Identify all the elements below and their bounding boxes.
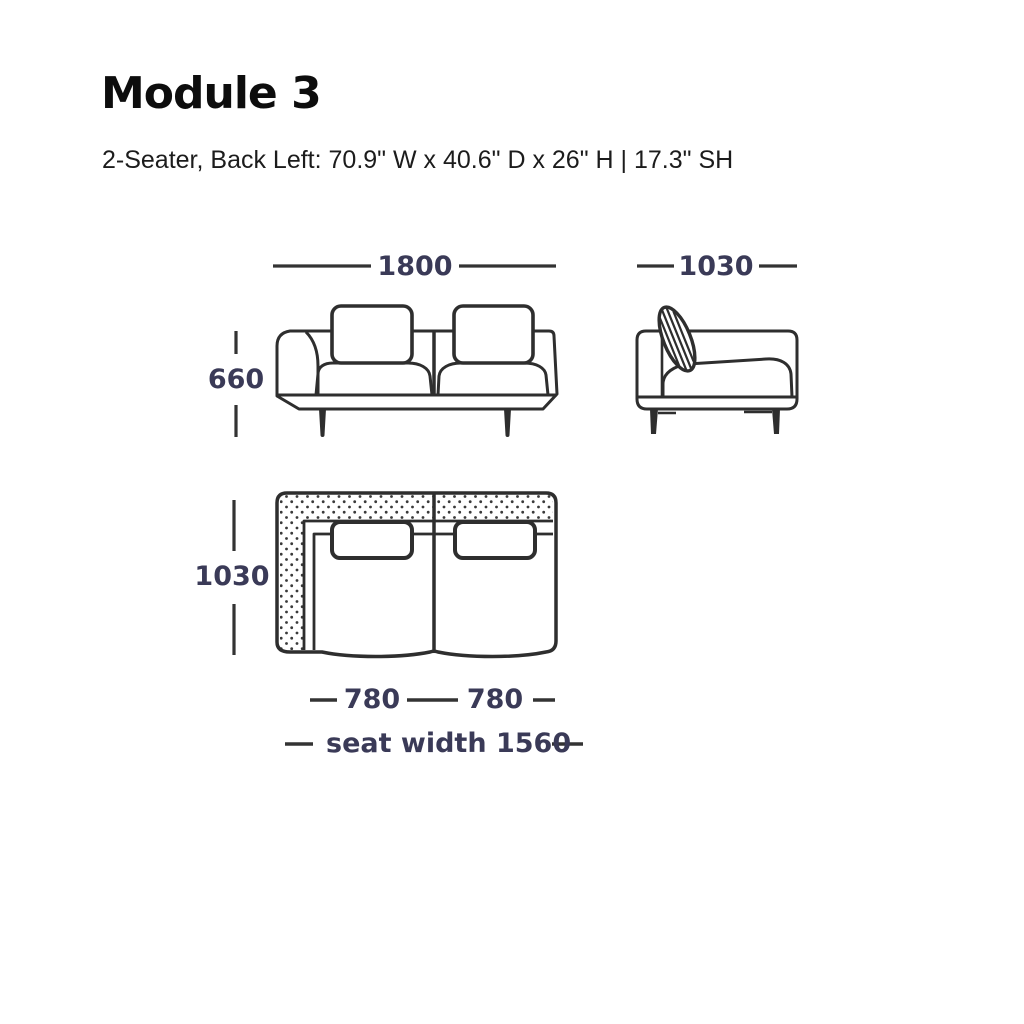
product-dimensions-subtitle: 2-Seater, Back Left: 70.9" W x 40.6" D x 26" H | 17.3" SH <box>102 146 734 174</box>
side-leg-right <box>772 409 780 434</box>
front-back-cushion-right <box>454 306 533 363</box>
plan-view-drawing <box>234 493 583 744</box>
plan-arm-hatch <box>280 520 303 650</box>
front-leg-right <box>504 409 511 437</box>
front-back-cushion-left <box>332 306 412 363</box>
plan-back-hatch <box>280 495 553 520</box>
front-height-label: 660 <box>207 364 265 395</box>
plan-headrest-right <box>455 522 535 558</box>
plan-headrest-left <box>332 522 412 558</box>
seat-total-width-label: seat width 1560 <box>326 728 572 759</box>
side-depth-label: 1030 <box>678 251 754 282</box>
front-elevation-drawing <box>236 266 557 437</box>
seat-left-width-label: 780 <box>343 684 401 715</box>
side-elevation-drawing <box>637 266 797 434</box>
side-leg-left <box>650 409 658 434</box>
front-seat-cushion-right <box>438 363 548 395</box>
front-width-label: 1800 <box>377 251 453 282</box>
side-back-cushion <box>652 302 703 375</box>
front-seat-cushion-left <box>316 363 432 395</box>
plan-depth-label: 1030 <box>194 561 270 592</box>
seat-right-width-label: 780 <box>466 684 524 715</box>
front-leg-left <box>319 409 326 437</box>
page-title: Module 3 <box>101 68 321 119</box>
